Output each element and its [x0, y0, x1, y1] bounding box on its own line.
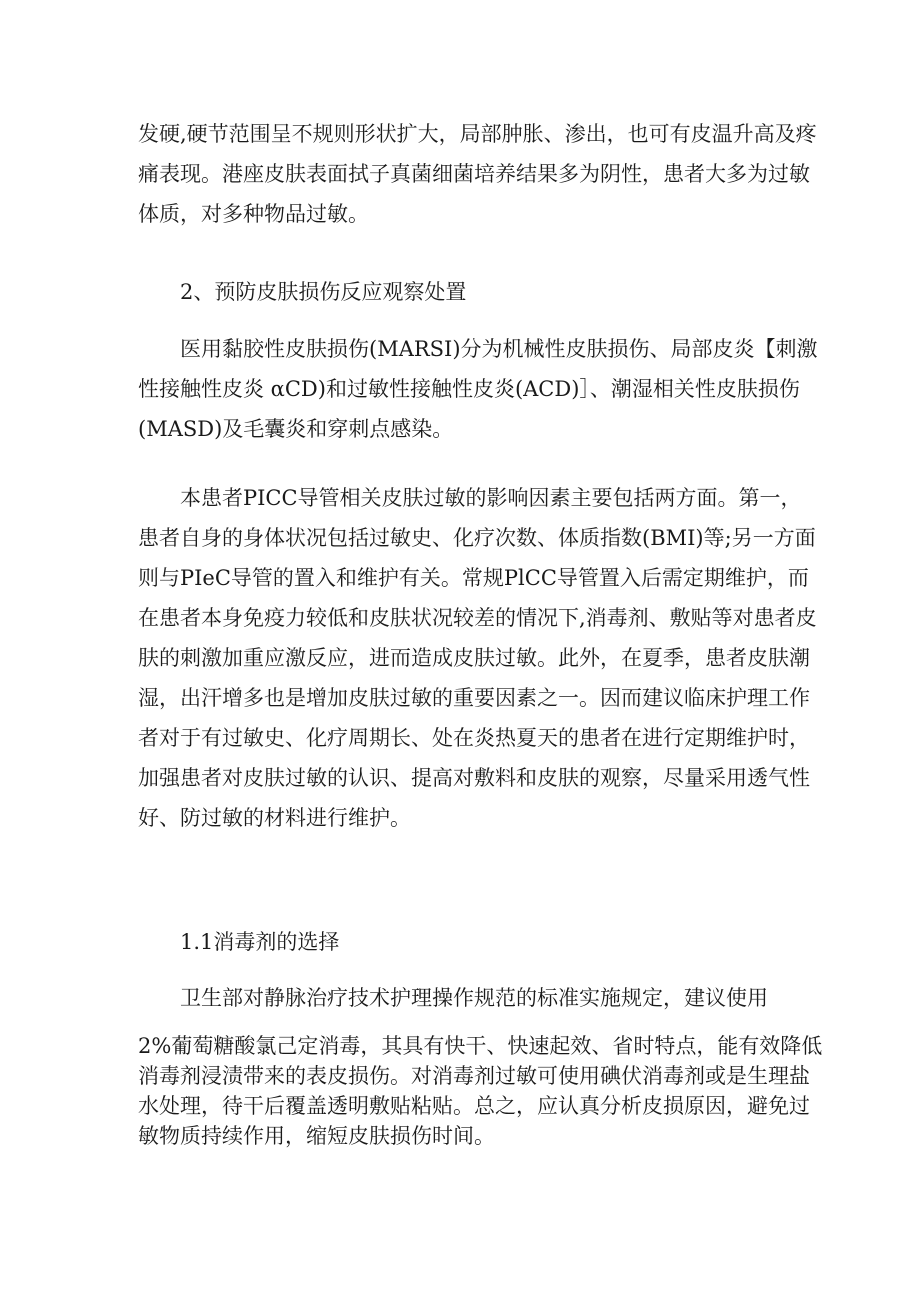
- paragraph-regulation: [138, 978, 786, 1018]
- text-line: 痛表现。港座皮肤表面拭子真菌细菌培养结果多为阴性，患者大多为过敏: [138, 162, 810, 186]
- text-line: 患者自身的身体状况包括过敏史、化疗次数、体质指数(BMI)等;另一方面: [138, 526, 816, 550]
- paragraph-disinfectant: [138, 1031, 823, 1151]
- text-line: 加强患者对皮肤过敏的认识、提高对敷料和皮肤的观察，尽量采用透气性: [138, 766, 810, 790]
- section-heading-1-1: [138, 922, 786, 962]
- paragraph-factors: [138, 478, 817, 838]
- text-line: 肤的刺激加重应激反应，进而造成皮肤过敏。此外，在夏季，患者皮肤潮: [138, 646, 810, 670]
- section-heading-2: [138, 272, 786, 312]
- text-line: 好、防过敏的材料进行维护。: [138, 806, 411, 830]
- heading-text: 2、预防皮肤损伤反应观察处置: [180, 280, 467, 304]
- text-line: 敏物质持续作用，缩短皮肤损伤时间。: [138, 1124, 495, 1148]
- paragraph-continuation: [138, 114, 817, 234]
- text-line: 医用黏胶性皮肤损伤(MARSI)分为机械性皮肤损伤、局部皮炎【刺激: [180, 337, 818, 361]
- text-line: 体质，对多种物品过敏。: [138, 202, 369, 226]
- text-line: 性接触性皮炎 αCD)和过敏性接触性皮炎(ACD)］、潮湿相关性皮肤损伤: [138, 377, 800, 401]
- text-line: 湿，出汗增多也是增加皮肤过敏的重要因素之一。因而建议临床护理工作: [138, 686, 810, 710]
- text-line: 消毒剂浸渍带来的表皮损伤。对消毒剂过敏可使用碘伏消毒剂或是生理盐: [138, 1064, 810, 1088]
- text-line: 卫生部对静脉治疗技术护理操作规范的标准实施规定，建议使用: [180, 986, 768, 1010]
- text-line: (MASD)及毛囊炎和穿刺点感染。: [138, 417, 454, 441]
- text-line: 本患者PICC导管相关皮肤过敏的影响因素主要包括两方面。第一，: [180, 486, 802, 510]
- heading-text: 1.1消毒剂的选择: [180, 930, 340, 954]
- text-line: 发硬,硬节范围呈不规则形状扩大，局部肿胀、渗出，也可有皮温升高及疼: [138, 122, 817, 146]
- text-line: 者对于有过敏史、化疗周期长、处在炎热夏天的患者在进行定期维护时，: [138, 726, 810, 750]
- text-line: 2%葡萄糖酸氯己定消毒，其具有快干、快速起效、省时特点，能有效降低: [138, 1034, 823, 1058]
- text-line: 水处理，待干后覆盖透明敷贴粘贴。总之，应认真分析皮损原因，避免过: [138, 1094, 810, 1118]
- paragraph-marsi: [138, 329, 818, 449]
- text-line: 则与PIeC导管的置入和维护有关。常规PlCC导管置入后需定期维护，而: [138, 566, 809, 590]
- text-line: 在患者本身免疫力较低和皮肤状况较差的情况下,消毒剂、敷贴等对患者皮: [138, 606, 817, 630]
